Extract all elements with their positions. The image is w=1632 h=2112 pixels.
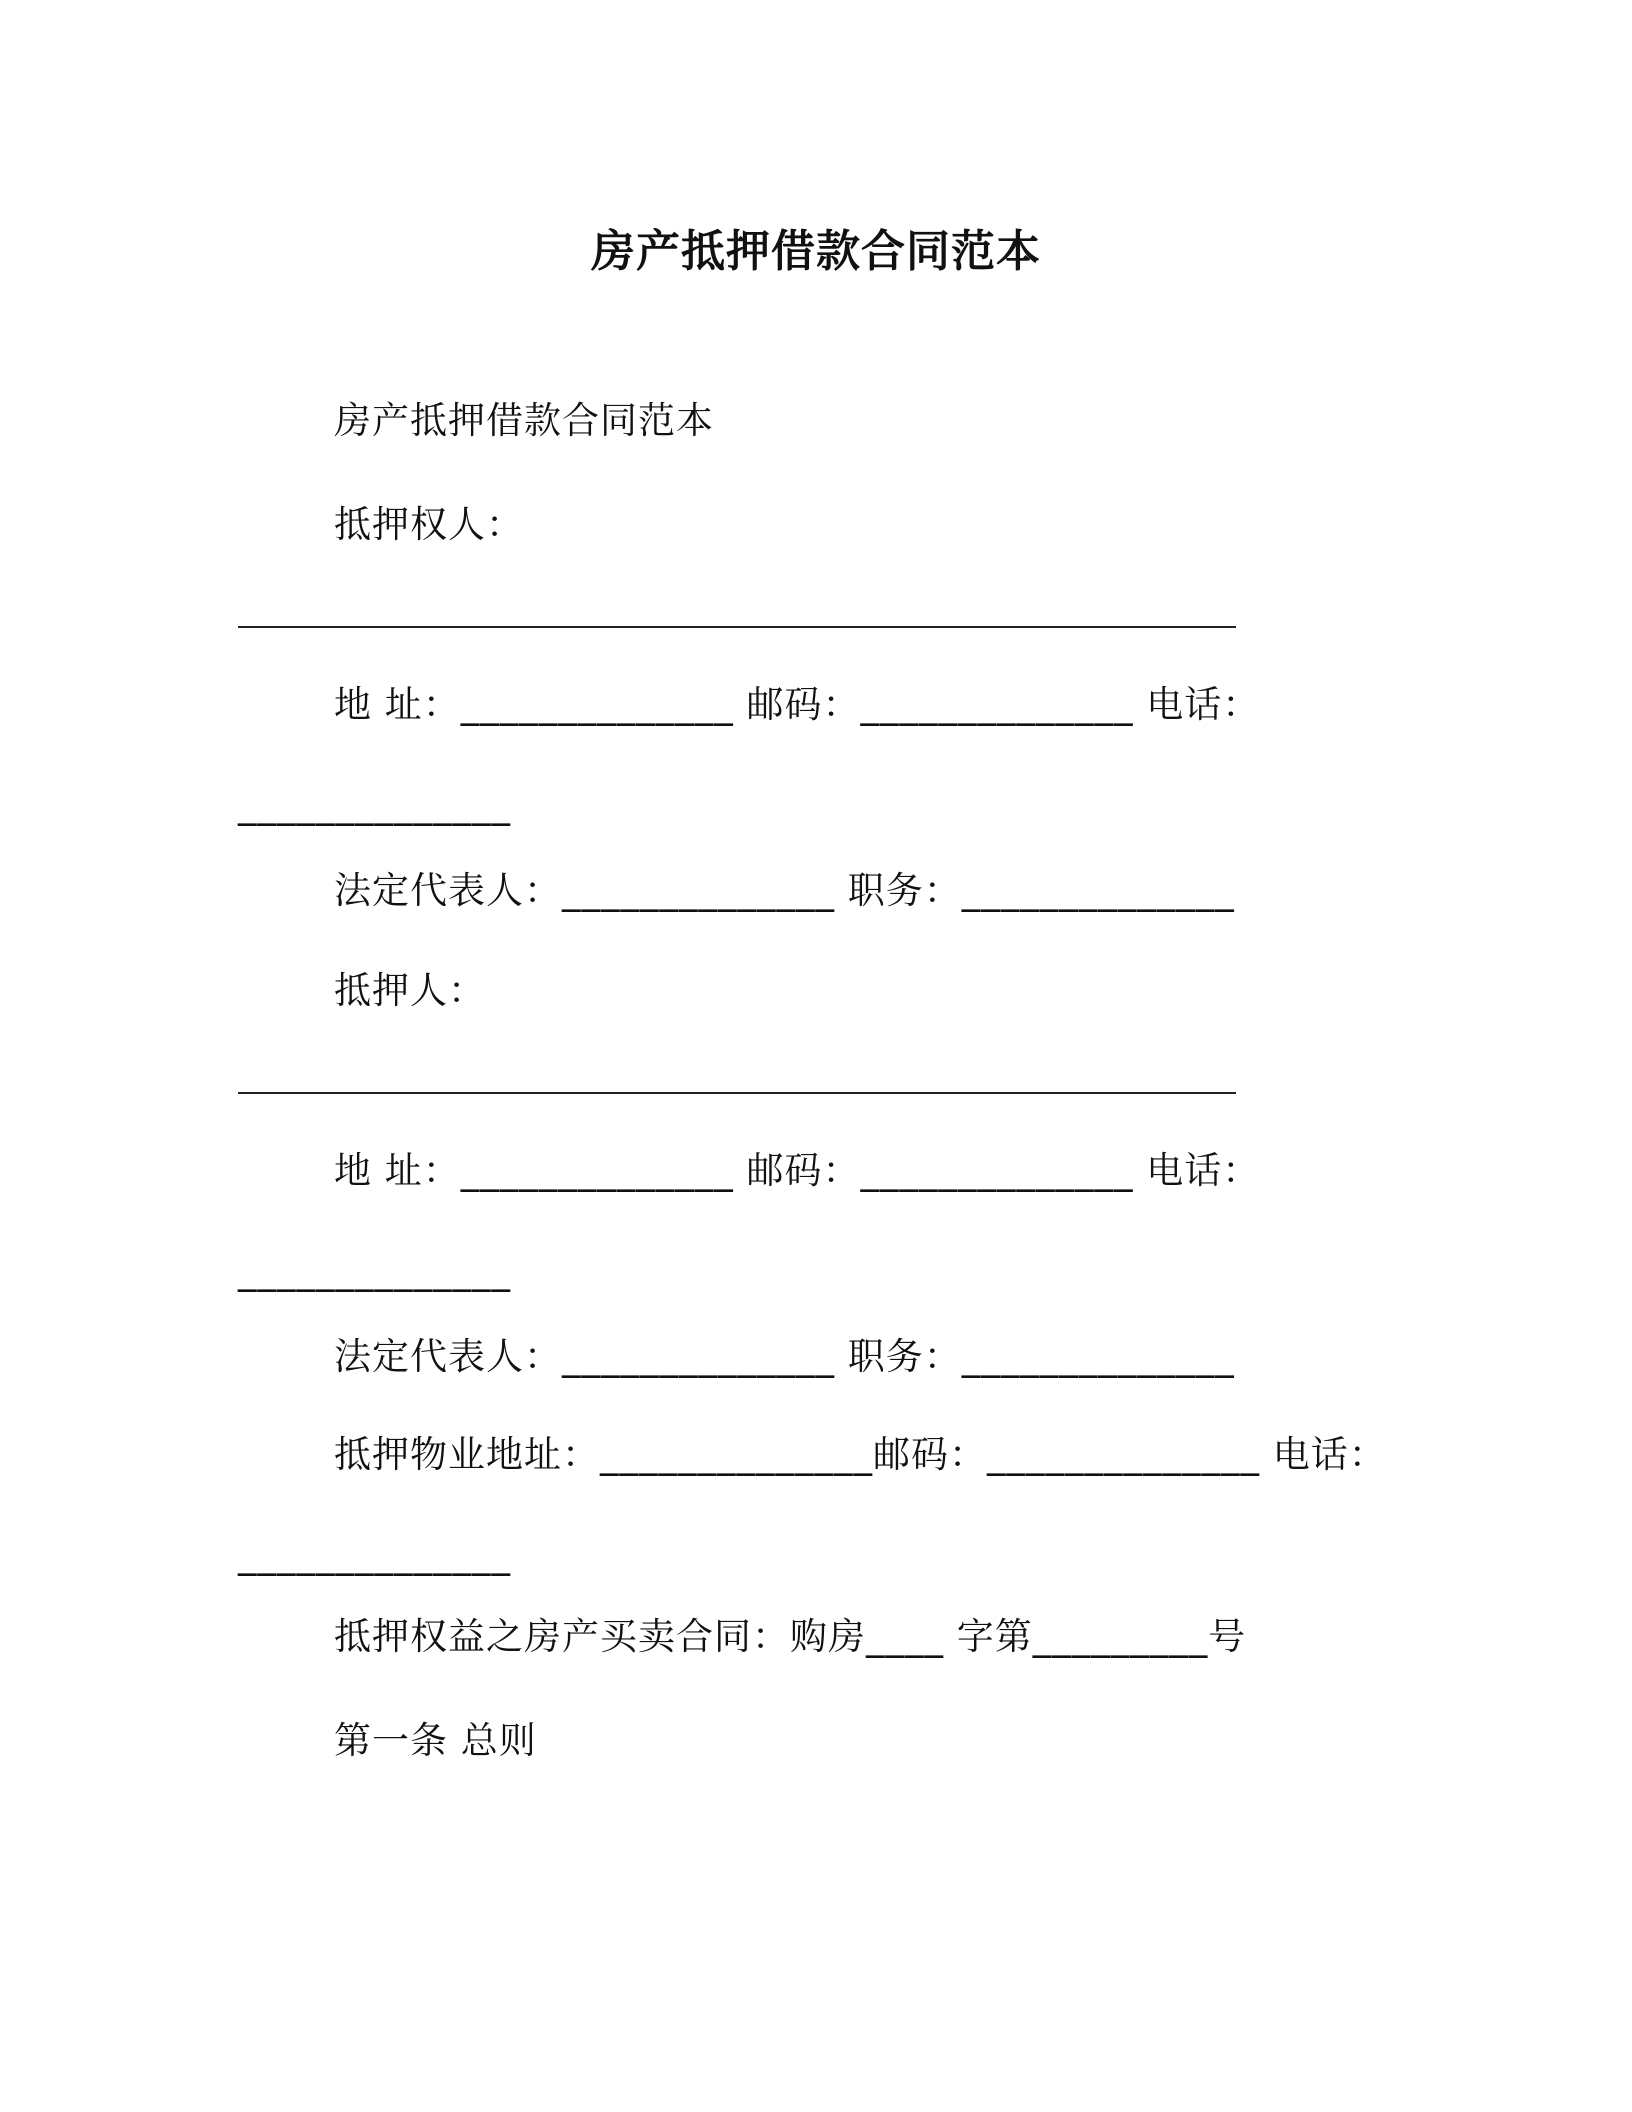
subtitle-line: 房产抵押借款合同范本	[334, 399, 714, 442]
mortgagor-phone-blank: ______________	[238, 1249, 511, 1292]
property-address-line: 抵押物业地址：______________邮码：______________ 电话：	[334, 1433, 1387, 1476]
mortgagee-name-blank	[238, 626, 1236, 628]
document-title: 房产抵押借款合同范本	[591, 226, 1041, 277]
mortgagor-name-blank	[238, 1092, 1236, 1094]
property-phone-blank: ______________	[238, 1533, 511, 1576]
mortgagor-representative-line: 法定代表人：______________ 职务：______________	[334, 1335, 1235, 1378]
mortgagor-label: 抵押人：	[334, 969, 486, 1012]
mortgagor-address-line: 地 址：______________ 邮码：______________ 电话：	[334, 1149, 1261, 1192]
article-one-heading: 第一条 总则	[334, 1719, 537, 1762]
mortgagee-label: 抵押权人：	[334, 503, 524, 546]
mortgagee-phone-blank: ______________	[238, 783, 511, 826]
purchase-contract-line: 抵押权益之房产买卖合同：购房____ 字第_________号	[334, 1615, 1247, 1658]
mortgagee-address-line: 地 址：______________ 邮码：______________ 电话：	[334, 683, 1261, 726]
mortgagee-representative-line: 法定代表人：______________ 职务：______________	[334, 869, 1235, 912]
